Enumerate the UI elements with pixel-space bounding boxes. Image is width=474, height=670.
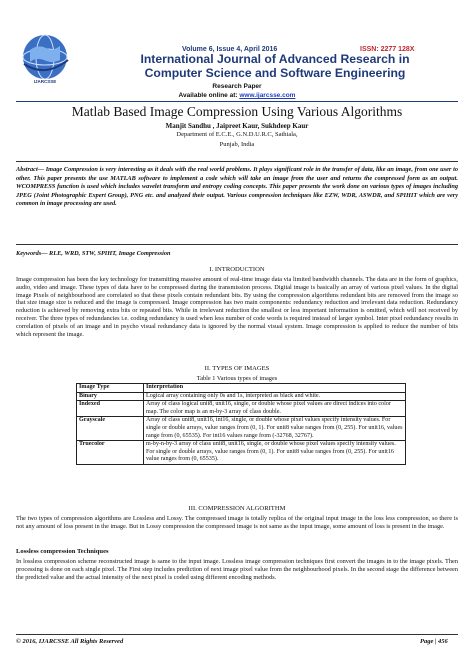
table-header-row bbox=[77, 384, 406, 393]
page-number: Page | 456 bbox=[420, 638, 448, 645]
volume-info: Volume 6, Issue 4, April 2016 bbox=[182, 46, 278, 53]
table-cell-interpretation: Logical array containing only 0s and 1s, interpreted as black and white. bbox=[144, 392, 406, 401]
affiliation-location: Punjab, India bbox=[219, 141, 255, 148]
abstract: Abstract— Image Compression is very interesting as it deals with the real world problems. It plays significant role in the transfer of data, like an image, from one user to other. This paper presents the use MATLAB software to implement a code which will take an image from the user and returns the compressed form as an output. WCOMPRESS function is used which includes wavelet transform and entropy coding concepts. This paper presents the work done on various types of images including JPEG (Joint Photographic Expert Group), PNG etc. and analyzed their output. Various compression techniques like EZW, WDR, ASWDR, and SPIHIT which are very common in image processing are used. bbox=[16, 166, 458, 208]
journal-logo bbox=[16, 30, 74, 88]
paper-type: Research Paper bbox=[212, 83, 262, 90]
copyright: © 2016, IJARCSSE All Rights Reserved bbox=[16, 638, 124, 645]
section-compression-heading: III. COMPRESSION ALGORITHM bbox=[188, 505, 286, 512]
table-cell-interpretation: Array of class logical unit8, unit16, single, or double whose pixel values are direct indices into color map. The color map is an m-by-3 array of class double. bbox=[144, 401, 406, 417]
authors: Manjit Sandhu , Jaipreet Kaur, Sukhdeep Kaur bbox=[165, 122, 309, 130]
table-row bbox=[77, 417, 406, 441]
table-cell-type: Binary bbox=[77, 392, 144, 401]
abstract-top-rule bbox=[16, 161, 458, 162]
section-compression-body: The two types of compression algorithms are Lossless and Lossy. The compressed image is totally replica of the original input image in the loss less compression, so there is not any amount of loss present in the image. But in Lossy compression the compressed image is not same as the input image, some amount of loss is present in the image. bbox=[16, 515, 458, 530]
table-row bbox=[77, 392, 406, 401]
table-cell-type: Indexed bbox=[77, 401, 144, 417]
keywords: Keywords— RLE, WRD, STW, SPIHT, Image Compression bbox=[16, 250, 171, 257]
abstract-bottom-rule bbox=[16, 244, 458, 245]
section-introduction-heading: I. INTRODUCTION bbox=[209, 266, 265, 273]
section-types-heading: II. TYPES OF IMAGES bbox=[204, 365, 270, 372]
footer-rule bbox=[16, 634, 458, 635]
table-header-cell: Image Type bbox=[77, 384, 144, 393]
image-types-table bbox=[76, 383, 406, 465]
lossless-subheading: Lossless compression Techniques bbox=[16, 548, 109, 555]
journal-url-link[interactable]: www.ijarcsse.com bbox=[239, 92, 296, 99]
paper-title: Matlab Based Image Compression Using Various Algorithms bbox=[71, 104, 403, 119]
affiliation-department: Department of E.C.E., G.N.D.U.R.C, Sathiala, bbox=[176, 131, 298, 138]
table-cell-interpretation: Array of class unit8, unit16, int16, single, or double whose pixel values specify intensity values. For single or double arrays, value ranges from (0, 1). For unit8 value ranges from (0, 255). For unit16, values range from (0, 65535). For int16 values range from (-32768, 32767). bbox=[144, 417, 406, 441]
table-cell-interpretation: m-by-n-by-3 array of class unit8, unit16, single, or double whose pixel values specify intensity values. For single or double arrays, value ranges from (0, 1). For unit8 value ranges from (0, 255). For unit16 value ranges from (0, 65535). bbox=[144, 441, 406, 465]
journal-name-line2: Computer Science and Software Engineering bbox=[144, 66, 406, 81]
table-caption: Table 1 Various types of images bbox=[196, 375, 278, 382]
table-cell-type: Grayscale bbox=[77, 417, 144, 441]
table-row bbox=[77, 401, 406, 417]
section-introduction-body: Image compression has been the key technology for transmitting massive amount of real-time image data via limited bandwidth channels. The data are in the form of graphics, audio, video and image. These types of data have to be compressed during the transmission process. Digital image is basically an array of various pixel values. In the digital image Pixels of neighbourhood are correlated so that these pixels contain redundant bits. By using the compression algorithms redundant bits are removed from the image so that size image size is reduced and the image is compressed. Image compression has two main components: redundancy reduction and irrelevant data reduction. Redundancy reduction is achieved by removing extra bits or repeated bits. While in irrelevant reduction the smallest or less important information is omitted, which will not received by receiver. The three types of redundancies i.e. coding redundancy is used when less number of code words is required instead of larger symbol. Inter pixel redundancy results in correlation of pixels of an image and in psycho visual redundancy data is ignored by the normal visual system. Image compression is applied to reduce the number of bits which represent the image. bbox=[16, 276, 458, 338]
journal-name bbox=[80, 52, 470, 81]
table-header-cell: Interpretation bbox=[144, 384, 406, 393]
table-row bbox=[77, 441, 406, 465]
issn: ISSN: 2277 128X bbox=[360, 46, 415, 53]
table-cell-type: Truecolor bbox=[77, 441, 144, 465]
logo-caption: IJARCSSE bbox=[33, 79, 57, 84]
lossless-body: In lossless compression scheme reconstructed image is same to the input image. Lossless image compression techniques first convert the images in to the image pixels. Then processing is done on each single pixel. The First step includes prediction of next image pixel value from the neighbourhood pixels. In the second stage the difference between the predicted value and the actual intensity of the next pixel is coded using different encoding methods. bbox=[16, 558, 458, 581]
online-availability bbox=[0, 92, 474, 99]
journal-name-line1: International Journal of Advanced Research in bbox=[140, 52, 410, 66]
online-label: Available online at: bbox=[178, 92, 240, 99]
header-divider bbox=[16, 101, 458, 102]
